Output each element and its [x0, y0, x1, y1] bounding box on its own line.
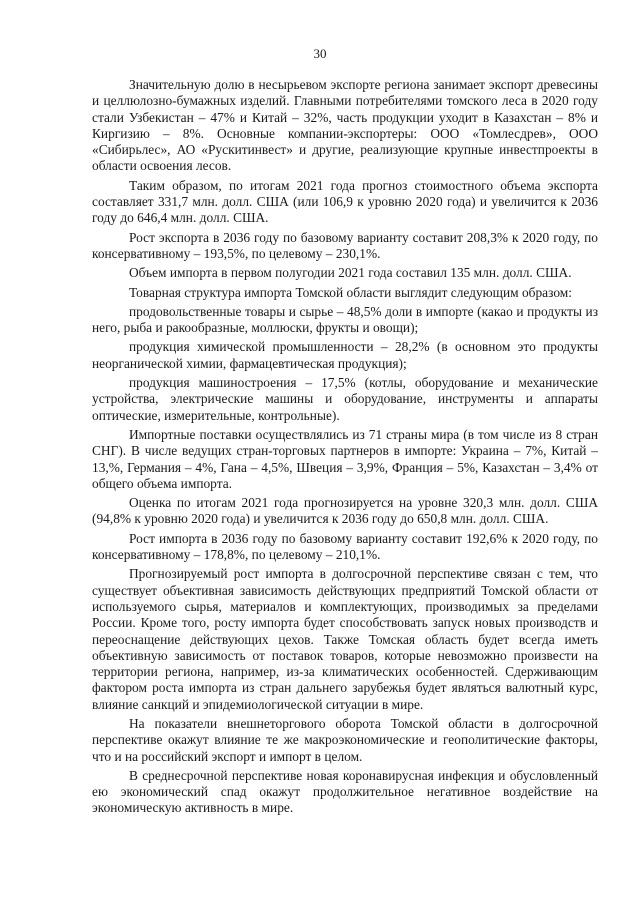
paragraph-import-structure-intro: Товарная структура импорта Томской области выглядит следующим образом:	[129, 284, 572, 300]
paragraph-export-growth: Рост экспорта в 2036 году по базовому варианту составит 208,3% к 2020 году, по консервативному – 193,5%, по целевому – 230,1%.	[92, 229, 598, 261]
paragraph-timber-export: Значительную долю в несырьевом экспорте региона занимает экспорт древесины и целлюлозно-бумажных изделий. Главными потребителями томского леса в 2020 году стали Узбекистан – 47% и Китай – 32%, часть продукции уходит в Казахстан – 8% и Киргизию – 8%. Основные компании-экспортеры: ООО «Томлесдрев», ООО «Сибирьлес», АО «Рускитинвест» и другие, реализующие крупные инвестпроекты в области освоения лесов.	[92, 77, 598, 174]
paragraph-import-growth: Рост импорта в 2036 году по базовому варианту составит 192,6% к 2020 году, по консервативному – 178,8%, по целевому – 210,1%.	[92, 530, 598, 563]
document-body	[92, 77, 598, 820]
list-item-food-products: продовольственные товары и сырье – 48,5% доли в импорте (какао и продукты из него, рыба и ракообразные, моллюски, фрукты и овощи);	[92, 303, 598, 336]
paragraph-trade-factors: На показатели внешнеторгового оборота Томской области в долгосрочной перспективе окажут влияние те же макроэкономические и геополитические факторы, что и на российский экспорт и импорт в целом.	[92, 715, 598, 764]
paragraph-import-volume: Объем импорта в первом полугодии 2021 года составил 135 млн. долл. США.	[129, 265, 572, 281]
list-item-machinery-products: продукция машиностроения – 17,5% (котлы, оборудование и механические устройства, электрические машины и оборудование, инструменты и аппараты оптические, измерительные, контрольные).	[92, 375, 598, 423]
paragraph-export-forecast: Таким образом, по итогам 2021 года прогноз стоимостного объема экспорта составляет 331,7 млн. долл. США (или 106,9 к уровню 2020 года) и увеличится к 2036 году до 646,4 млн. долл. США.	[92, 177, 598, 226]
paragraph-import-partners: Импортные поставки осуществлялись из 71 страны мира (в том числе из 8 стран СНГ). В числе ведущих стран-торговых партнеров в импорте: Украина – 7%, Китай – 13,%, Германия – 4%, Гана – 4,5%, Швеция – 3,9%, Франция – 5%, Казахстан – 3,4% от общего объема импорта.	[92, 426, 598, 491]
paragraph-pandemic-impact: В среднесрочной перспективе новая коронавирусная инфекция и обусловленный ею экономический спад окажут продолжительное негативное воздействие на экономическую активность в мире.	[92, 767, 598, 816]
page-number: 30	[313, 46, 327, 61]
paragraph-import-forecast: Оценка по итогам 2021 года прогнозируется на уровне 320,3 млн. долл. США (94,8% к уровню 2020 года) и увеличится к 2036 году до 650,8 млн. долл. США.	[92, 495, 598, 527]
paragraph-import-drivers: Прогнозируемый рост импорта в долгосрочной перспективе связан с тем, что существует объективная зависимость действующих предприятий Томской области от используемого сырья, материалов и комплектующих, производимых за пределами России. Кроме того, росту импорта будет способствовать запуск новых производств и переоснащение действующих цехов. Также Томская область будет всегда иметь объективную зависимость от поставок товаров, которые невозможно произвести на территории региона, например, из-за климатических особенностей. Сдерживающим фактором роста импорта из стран дальнего зарубежья будет являться валютный курс, влияние санкций и эпидемиологической ситуации в мире.	[92, 566, 598, 712]
list-item-chemical-products: продукция химической промышленности – 28,2% (в основном это продукты неорганической химии, фармацевтическая продукция);	[92, 339, 598, 371]
